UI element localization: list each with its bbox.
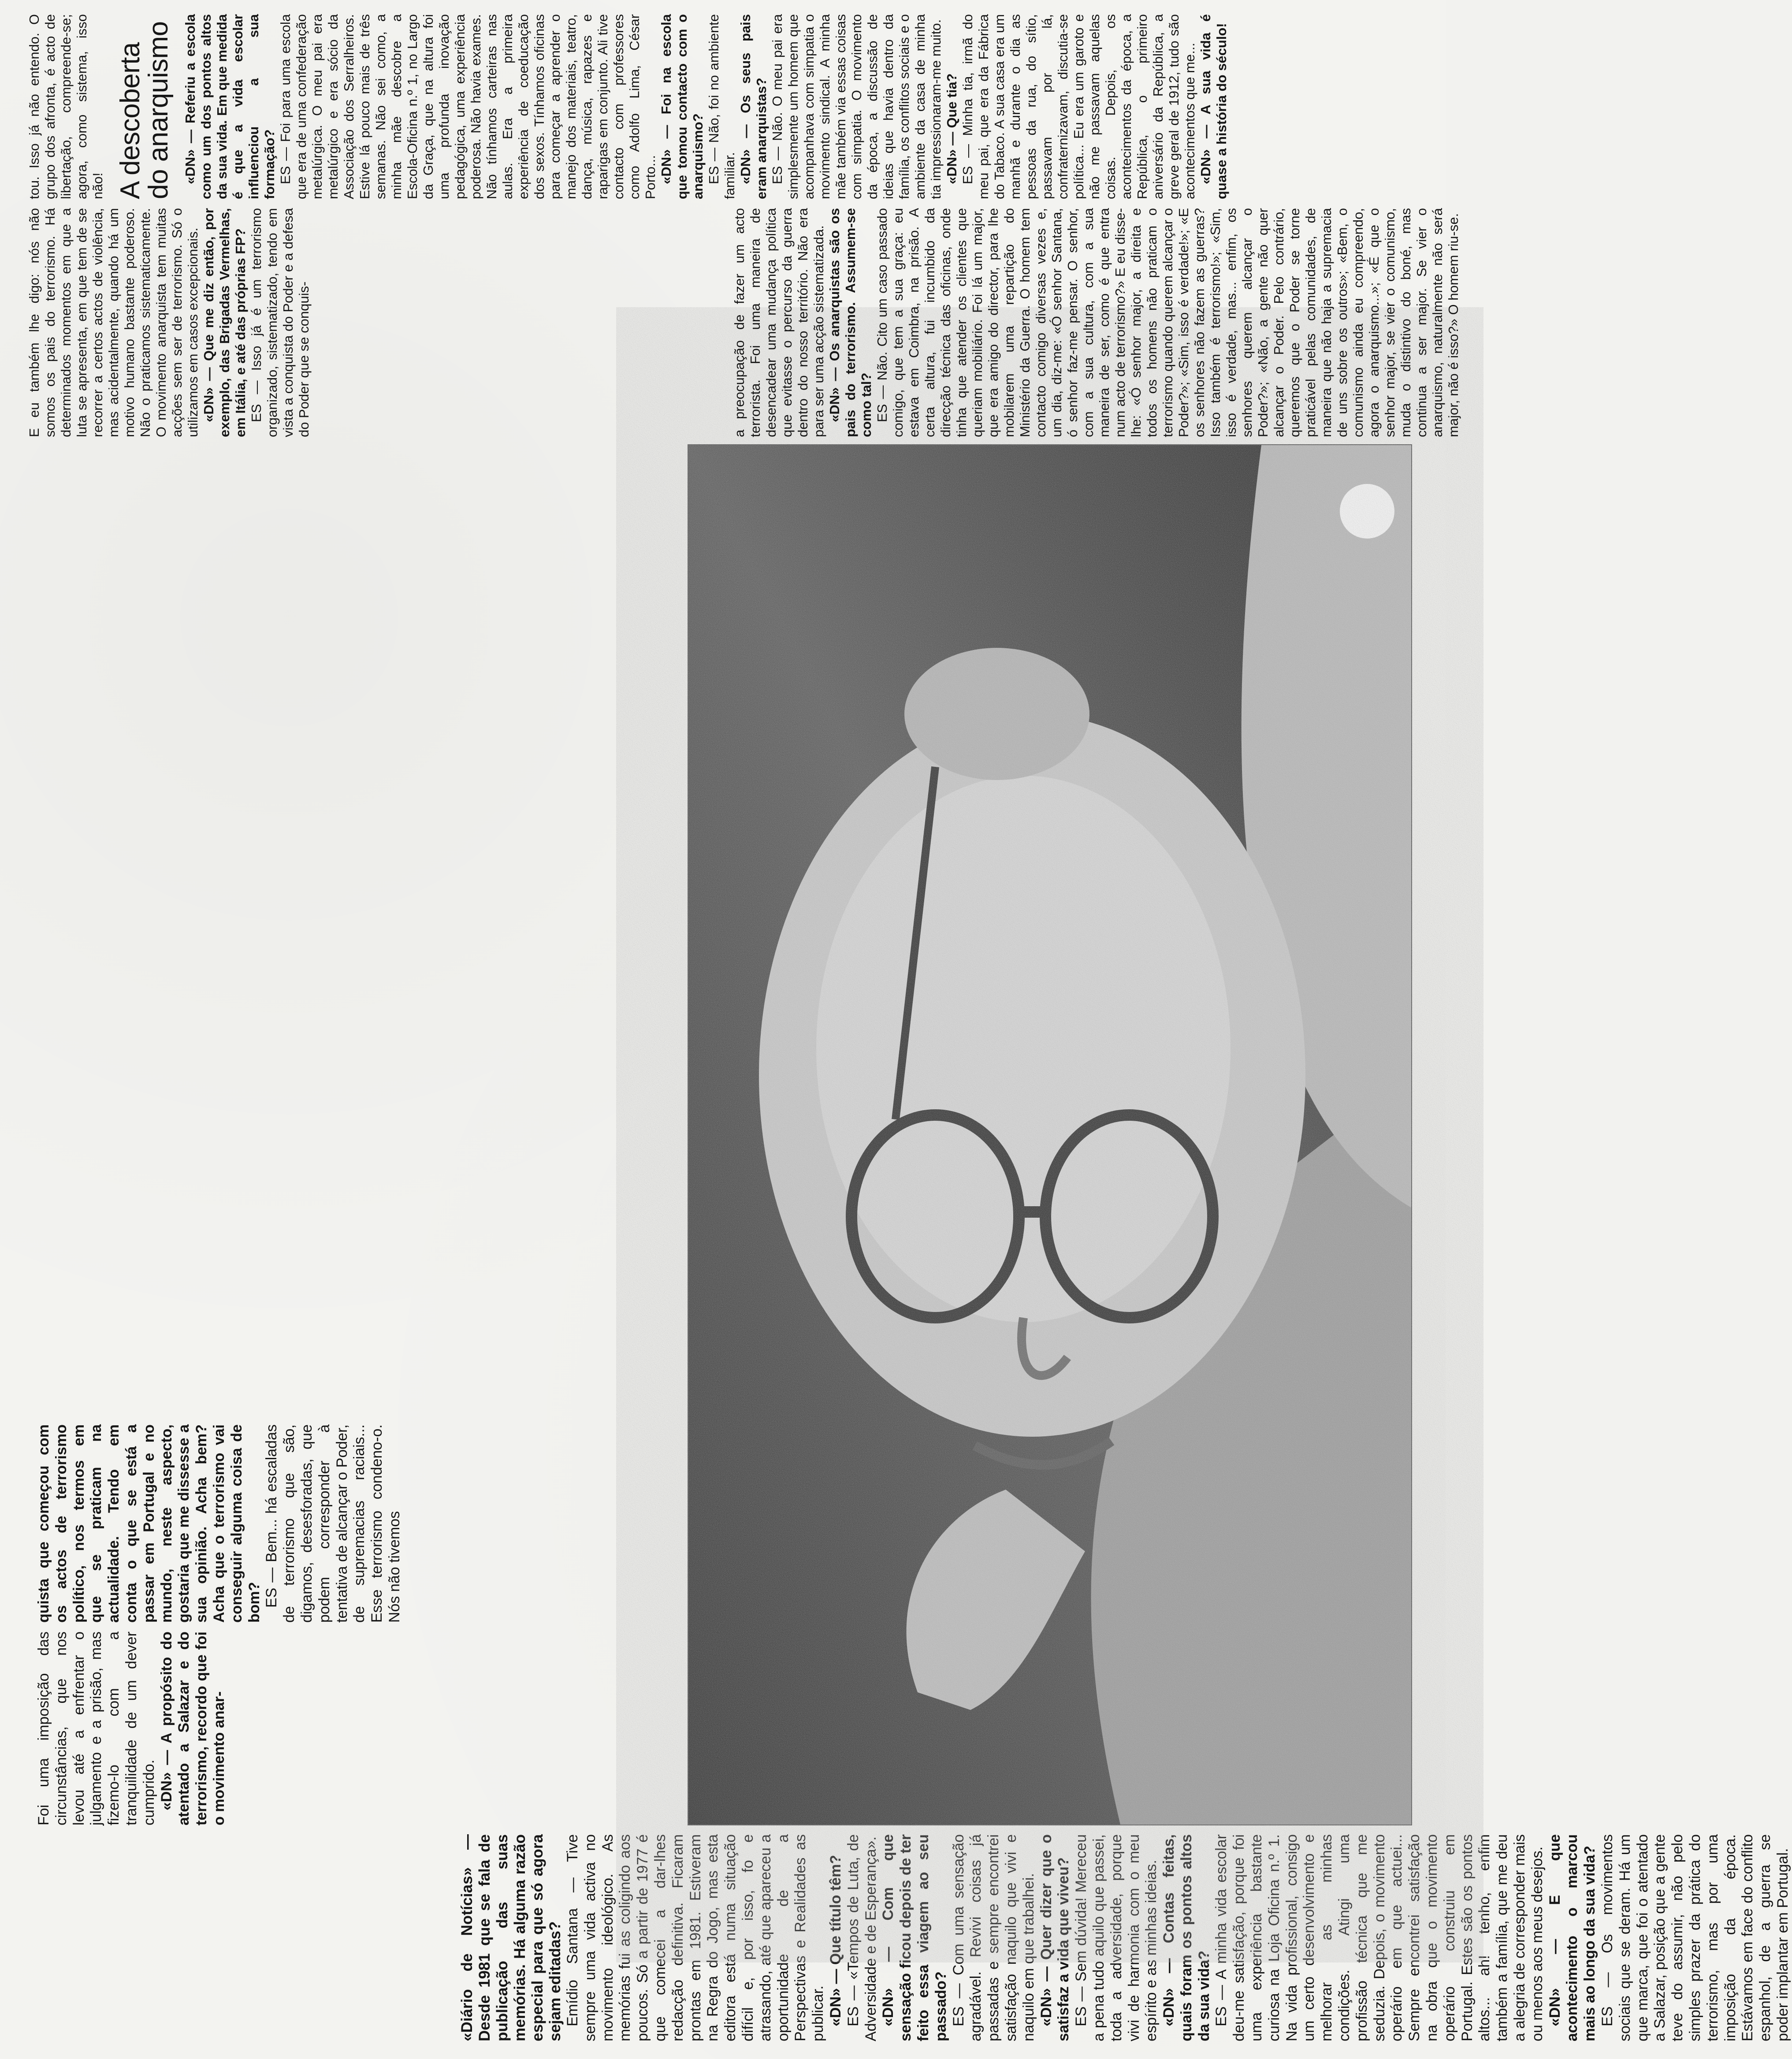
- answer-paragraph: ES — A minha vida escolar deu-me satisfação, porque foi uma experiência bastante curiosa na Loja Oficina n.º 1. Na vida profissional, consigo um certo desenvolvimento e melhorar as minhas condições. Atingi uma profissão técnica que me seduzia. Depois, o movimento operário em que actuei... Sempre encontrei satisfação na obra que o movimento operário construiu em Portugal. Estes são os pontos altos... ah! tenho, enfim também a família, que me deu a alegria de corresponder mais ou menos aos meus desejos.: [1213, 1834, 1546, 2041]
- headline-line-1: A descoberta: [115, 42, 145, 199]
- answer-paragraph: ES — Com uma sensação agradável. Revivi coisas já passadas e sempre encontrei satisfação naquilo que vivi e naquilo em que trabalhei.: [950, 1834, 1037, 2041]
- answer-paragraph: ES — Não. O meu pai era simplesmente um homem que acompanhava com simpatia o movimento sindical. A minha mãe também via essas coisas com simpatia. O movimento da época, a discussão de ideias que havia dentro da família, os conflitos sociais e o ambiente da casa de minha tia impressionaram-me muito.: [770, 14, 944, 199]
- headline-line-2: do anarquismo: [143, 21, 174, 199]
- answer-paragraph: ES — Sem dúvida! Mereceu a pena tudo aquilo que passei, toda a adversidade, porque vivi de harmonia com o meu espírito e as minhas ideias.: [1073, 1834, 1160, 2041]
- interview-question: «DN» — A propósito do atentado a Salazar e do terrorismo, recordo que foi o movimento anar-: [158, 1632, 227, 1825]
- answer-paragraph: Foi uma imposição das circunstâncias, que nos levou até a enfrentar o julgamento e a prisão, mas fizemo-lo com a tranquilidade de um dever cumprido.: [35, 1632, 157, 1825]
- interview-question: «DN» — A sua vida é quase a história do século!: [1198, 14, 1229, 199]
- answer-paragraph: ES — Minha tia, irmã do meu pai, que era da Fábrica do Tabaco. A sua casa era um manhã e durante o dia as pessoas da rua, do sítio, passavam por lá, confraternizavam, discutia-se política... Eu era um garoto e não me passavam aquelas coisas. Depois, os acontecimentos da época, a República, o primeiro aniversário da República, a greve geral de 1912, tudo são acontecimentos que me...: [960, 14, 1197, 199]
- answer-paragraph: ES — Isso já é um terrorismo organizado, sistematizado, tendo em vista a conquista do Poder e a defesa do Poder que se conquis-: [249, 208, 312, 437]
- article-column-4: [732, 208, 1461, 437]
- article-column-5: [26, 14, 1415, 199]
- interview-question: quista que começou com os actos de terrorismo político, nos termos em que se praticam na actualidade. Tendo em conta o que se está a passar em Portugal e no mundo, neste aspecto, gostaria que me dissesse a sua opinião. Acha bem? Acha que o terrorismo vai conseguir alguma coisa de bom?: [35, 1424, 263, 1623]
- section-headline: [116, 14, 173, 199]
- interview-question: «DN» — Os anarquistas são os pais do terrorismo. Assumem-se como tal?: [827, 208, 874, 437]
- answer-paragraph: ES — Foi para uma escola que era de uma confederação metalúrgica. O meu pai era metalúrgico e era sócio da Associação dos Serralheiros. Estive lá pouco mais de três semanas. Não sei como, a minha mãe descobre a Escola-Oficina n.º 1, no Largo da Graça, que na altura foi uma profunda inovação pedagógica, uma experiência poderosa. Não havia exames. Não tínhamos carteiras nas aulas. Era a primeira experiência de coeducação dos sexos. Tínhamos oficinas para começar a aprender o manejo dos materiais, teatro, dança, música, rapazes e raparigas em conjunto. Ali tive contacto com professores como Adolfo Lima, César Porto...: [278, 14, 658, 199]
- interview-question: «DN» — Com que sensação ficou depois de ter feito essa viagem ao seu passado?: [880, 1834, 949, 2041]
- portrait-photo: [688, 444, 1412, 1825]
- portrait-photo-graphic: [688, 445, 1411, 1825]
- article-column-1: [458, 1834, 1791, 2041]
- answer-paragraph: ES — Bem... há escaladas de terrorismo que são, digamos, desesforadas, que podem corresponder à tentativa de alcançar o Poder, de supremacias raciais... Esse terrorismo condeno-o. Nós não tivemos: [263, 1424, 403, 1623]
- answer-paragraph: Emídio Santana — Tive sempre uma vida activa no movimento ideológico. As memórias fui as coligindo aos poucos. Só a partir de 1977 é que comecei a dar-lhes redacção definitiva. Ficaram prontas em 1981. Estiveram na Regra do Jogo, mas esta editora está numa situação difícil e, por isso, fo e atrasando, até que apareceu a oportunidade de a Perspectivas e Realidades as publicar.: [564, 1834, 827, 2041]
- article-column-3: [35, 1424, 674, 1623]
- interview-question: «DN» — Foi na escola que tomou contacto com o anarquismo?: [658, 14, 706, 199]
- interview-question: «DN» — Que título têm?: [827, 1855, 844, 2026]
- interview-question: «DN» — Referiu a escola como um dos pontos altos da sua vida. Em que medida é que a vida escolar influenciou a sua formação?: [182, 14, 277, 199]
- answer-paragraph: ES — Os movimentos sociais que se deram. Há um que marca, que foi o atentado a Salazar, posição que a gente teve do assumir, não pelo simples prazer da prática do terrorismo, mas por uma imposição da época. Estávamos em face do conflito espanhol, de a guerra se poder implantar em Portugal.: [1599, 1834, 1791, 2041]
- interview-question: «DN» — Que me diz então, por exemplo, das Brigadas Vermelhas, em Itália, e até das próprias FP?: [201, 208, 248, 437]
- interview-question: «DN» — Contas feitas, quais foram os pontos altos da sua vida?: [1160, 1834, 1212, 2041]
- answer-paragraph: a preocupação de fazer um acto terrorista. Foi uma maneira de desencadear uma mudança política que evitasse o percurso da guerra dentro do nosso território. Não era para ser uma acção sistematizada.: [732, 208, 826, 437]
- interview-question: «DN» — Os seus pais eram anarquistas?: [738, 14, 769, 199]
- answer-paragraph: E eu também lhe digo: nós não somos os pais do terrorismo. Há determinados momentos em que a luta se apresenta, em que tem de se recorrer a certos actos de violência, mas acidentalmente, quando há um motivo humano bastante poderoso. Não o praticamos sistematicamente. O movimento anarquista tem muitas acções sem ser de terrorismo. Só o utilizamos em casos excepcionais.: [26, 208, 201, 437]
- lead-question: «Diário de Notícias» — Desde 1981 que se fala de publicação das suas memórias. Há alguma razão especial para que só agora sejam editadas?: [458, 1834, 564, 2041]
- article-column-2: [35, 1632, 674, 1825]
- article-column-4b: [26, 208, 714, 437]
- answer-paragraph: ES — Não, foi no ambiente familiar.: [706, 14, 737, 199]
- answer-paragraph: tou. Isso já não entendo. O grupo dos afronta, é acto de libertação, compreende-se; agora, como sistema, isso não!: [26, 14, 105, 199]
- answer-paragraph: ES — Não. Cito um caso passado comigo, que tem a sua graça: eu estava em Coimbra, na prisão. A certa altura, fui incumbido da direcção técnica das oficinas, onde tinha que atender os clientes que queriam mobiliário. Foi lá um major, que era amigo do director, para lhe mobilarem uma repartição do Ministério da Guerra. O homem tem contacto comigo diversas vezes e, um dia, diz-me: «Ó senhor Santana, ó senhor faz-me pensar. O senhor, com a sua cultura, com a sua maneira de ser, como é que entra num acto de terrorismo?» E eu disse-lhe: «Ó senhor major, a direita e todos os homens não praticam o terrorismo quando querem alcançar o Poder?»; «Sim, isso é verdade!»; «E os senhores não fazem as guerras? Isso também é terrorismo!»; «Sim, isso é verdade, mas... enfim, os senhores querem alcançar o Poder?»; «Não, a gente não quer alcançar o Poder. Pelo contrário, queremos que o Poder se torne praticável pelas comunidades, de maneira que não haja a supremacia de uns sobre os outros»; «Bem, o comunismo ainda eu compreendo, agora o anarquismo...»; «É que o senhor major, se vier o comunismo, muda o distintivo do boné, mas continua a ser major. Se vier o anarquismo, naturalmente não será major, não é isso?» O homem riu-se.: [874, 208, 1461, 437]
- interview-question: «DN» — Quer dizer que o satisfaz a vida que viveu?: [1037, 1834, 1072, 2041]
- answer-paragraph: ES — «Tempos de Luta, de Adversidade e de Esperança».: [844, 1834, 879, 2041]
- interview-question: «DN» — Que tia?: [944, 73, 959, 184]
- interview-question: «DN» — E que acontecimento o marcou mais ao longo da sua vida?: [1546, 1834, 1599, 2041]
